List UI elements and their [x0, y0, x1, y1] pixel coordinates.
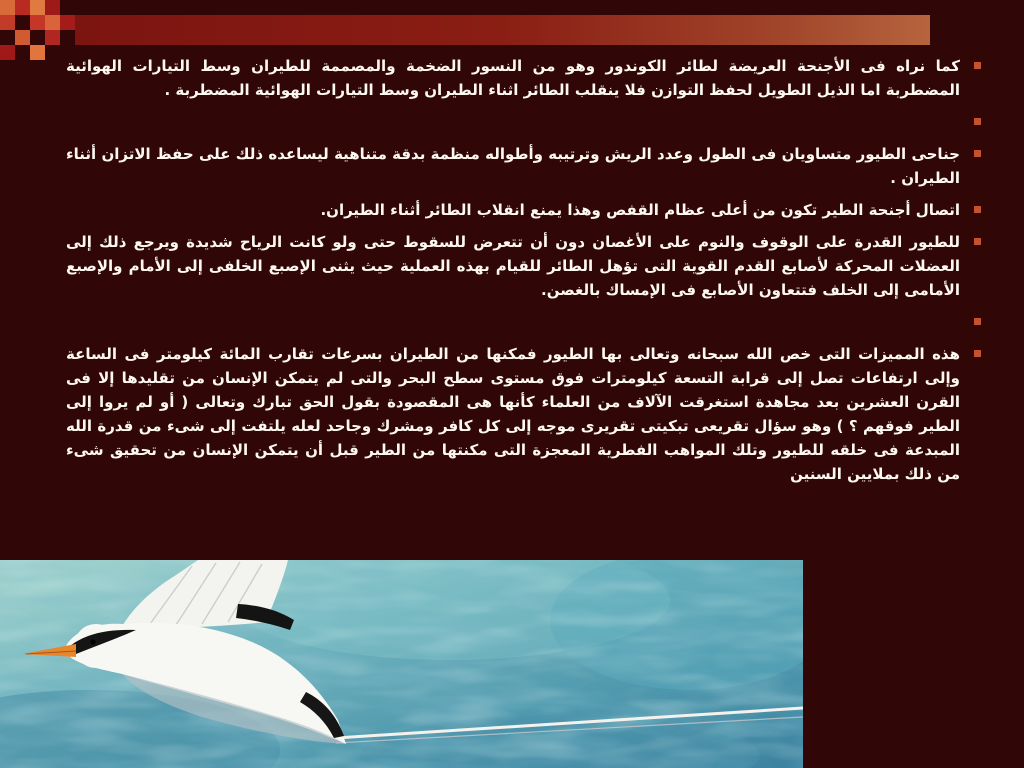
checker-square: [0, 45, 15, 60]
square-bullet-icon: [974, 62, 981, 69]
bullet-item: [66, 110, 960, 134]
square-bullet-icon: [974, 238, 981, 245]
bullet-item: [66, 342, 960, 486]
bird-eye: [90, 639, 95, 644]
bullet-text: للطيور القدرة على الوقوف والنوم على الأغصان دون أن تتعرض للسقوط حتى ولو كانت الرياح شديدة ويرجع ذلك إلى العضلات المحركة لأصابع القدم القوية التى تؤهل الطائر للقيام بهذه العملية حيث يثنى الإصبع الخلفى إلى الأمام والإصبع الأمامى إلى الخلف فتتعاون الأصابع فى الإمساك بالغصن.: [66, 233, 960, 299]
checker-square: [30, 45, 45, 60]
checker-square: [0, 0, 15, 15]
bullet-item: [66, 142, 960, 190]
checker-square: [0, 15, 15, 30]
checker-square: [45, 15, 60, 30]
bullet-item: [66, 310, 960, 334]
bullet-text: هذه المميزات التى خص الله سبحانه وتعالى بها الطيور فمكنها من الطيران بسرعات تقارب المائة كيلومتر فى الساعة وإلى ارتفاعات تصل إلى قرابة التسعة كيلومترات فوق مستوى سطح البحر والتى لم يتمكن الإنسان من تقليدها إلا فى القرن العشرين بعد مجاهدة استغرقت الآلاف من العلماء كأنها هى المقصودة بقول الحق تبارك وتعالى ( أو لم يروا إلى الطير فوقهم ؟ ) وهو سؤال تقريعى تبكيتى تقريرى موجه إلى كل كافر ومشرك وجاحد لعله يلتفت إلى شىء من قدرة الله المبدعة فى خلقه للطيور وتلك المواهب الفطرية المعجزة التى مكنتها من الطير قبل أن يتمكن الإنسان من تحقيق شىء من ذلك بملايين السنين: [66, 345, 960, 483]
bullet-text: كما نراه فى الأجنحة العريضة لطائر الكوندور وهو من النسور الضخمة والمصممة للطيران وسط التيارات الهوائية المضطربة اما الذيل الطويل لحفظ التوازن فلا ينقلب الطائر اثناء الطيران وسط التيارات الهوائية المضطربة .: [66, 57, 960, 99]
bird-photo-image: [0, 560, 803, 768]
checker-square: [30, 0, 45, 15]
checker-decoration: [0, 0, 75, 60]
bullet-text: جناحى الطيور متساويان فى الطول وعدد الريش وترتيبه وأطواله منظمة بدقة متناهية ليساعده ذلك على حفظ الاتزان أثناء الطيران .: [66, 145, 960, 187]
bullet-item: [66, 54, 960, 102]
checker-square: [60, 15, 75, 30]
bullet-item: [66, 230, 960, 302]
checker-square: [30, 15, 45, 30]
checker-square: [15, 0, 30, 15]
square-bullet-icon: [974, 118, 981, 125]
header-bar: [75, 15, 930, 45]
square-bullet-icon: [974, 318, 981, 325]
square-bullet-icon: [974, 350, 981, 357]
square-bullet-icon: [974, 150, 981, 157]
square-bullet-icon: [974, 206, 981, 213]
checker-square: [45, 30, 60, 45]
checker-square: [45, 0, 60, 15]
bullet-text: اتصال أجنحة الطير تكون من أعلى عظام القفص وهذا يمنع انقلاب الطائر أثناء الطيران.: [320, 201, 960, 219]
bird-photo: [0, 560, 803, 768]
checker-square: [15, 30, 30, 45]
bullet-item: [66, 198, 960, 222]
bullet-list: [66, 54, 960, 494]
